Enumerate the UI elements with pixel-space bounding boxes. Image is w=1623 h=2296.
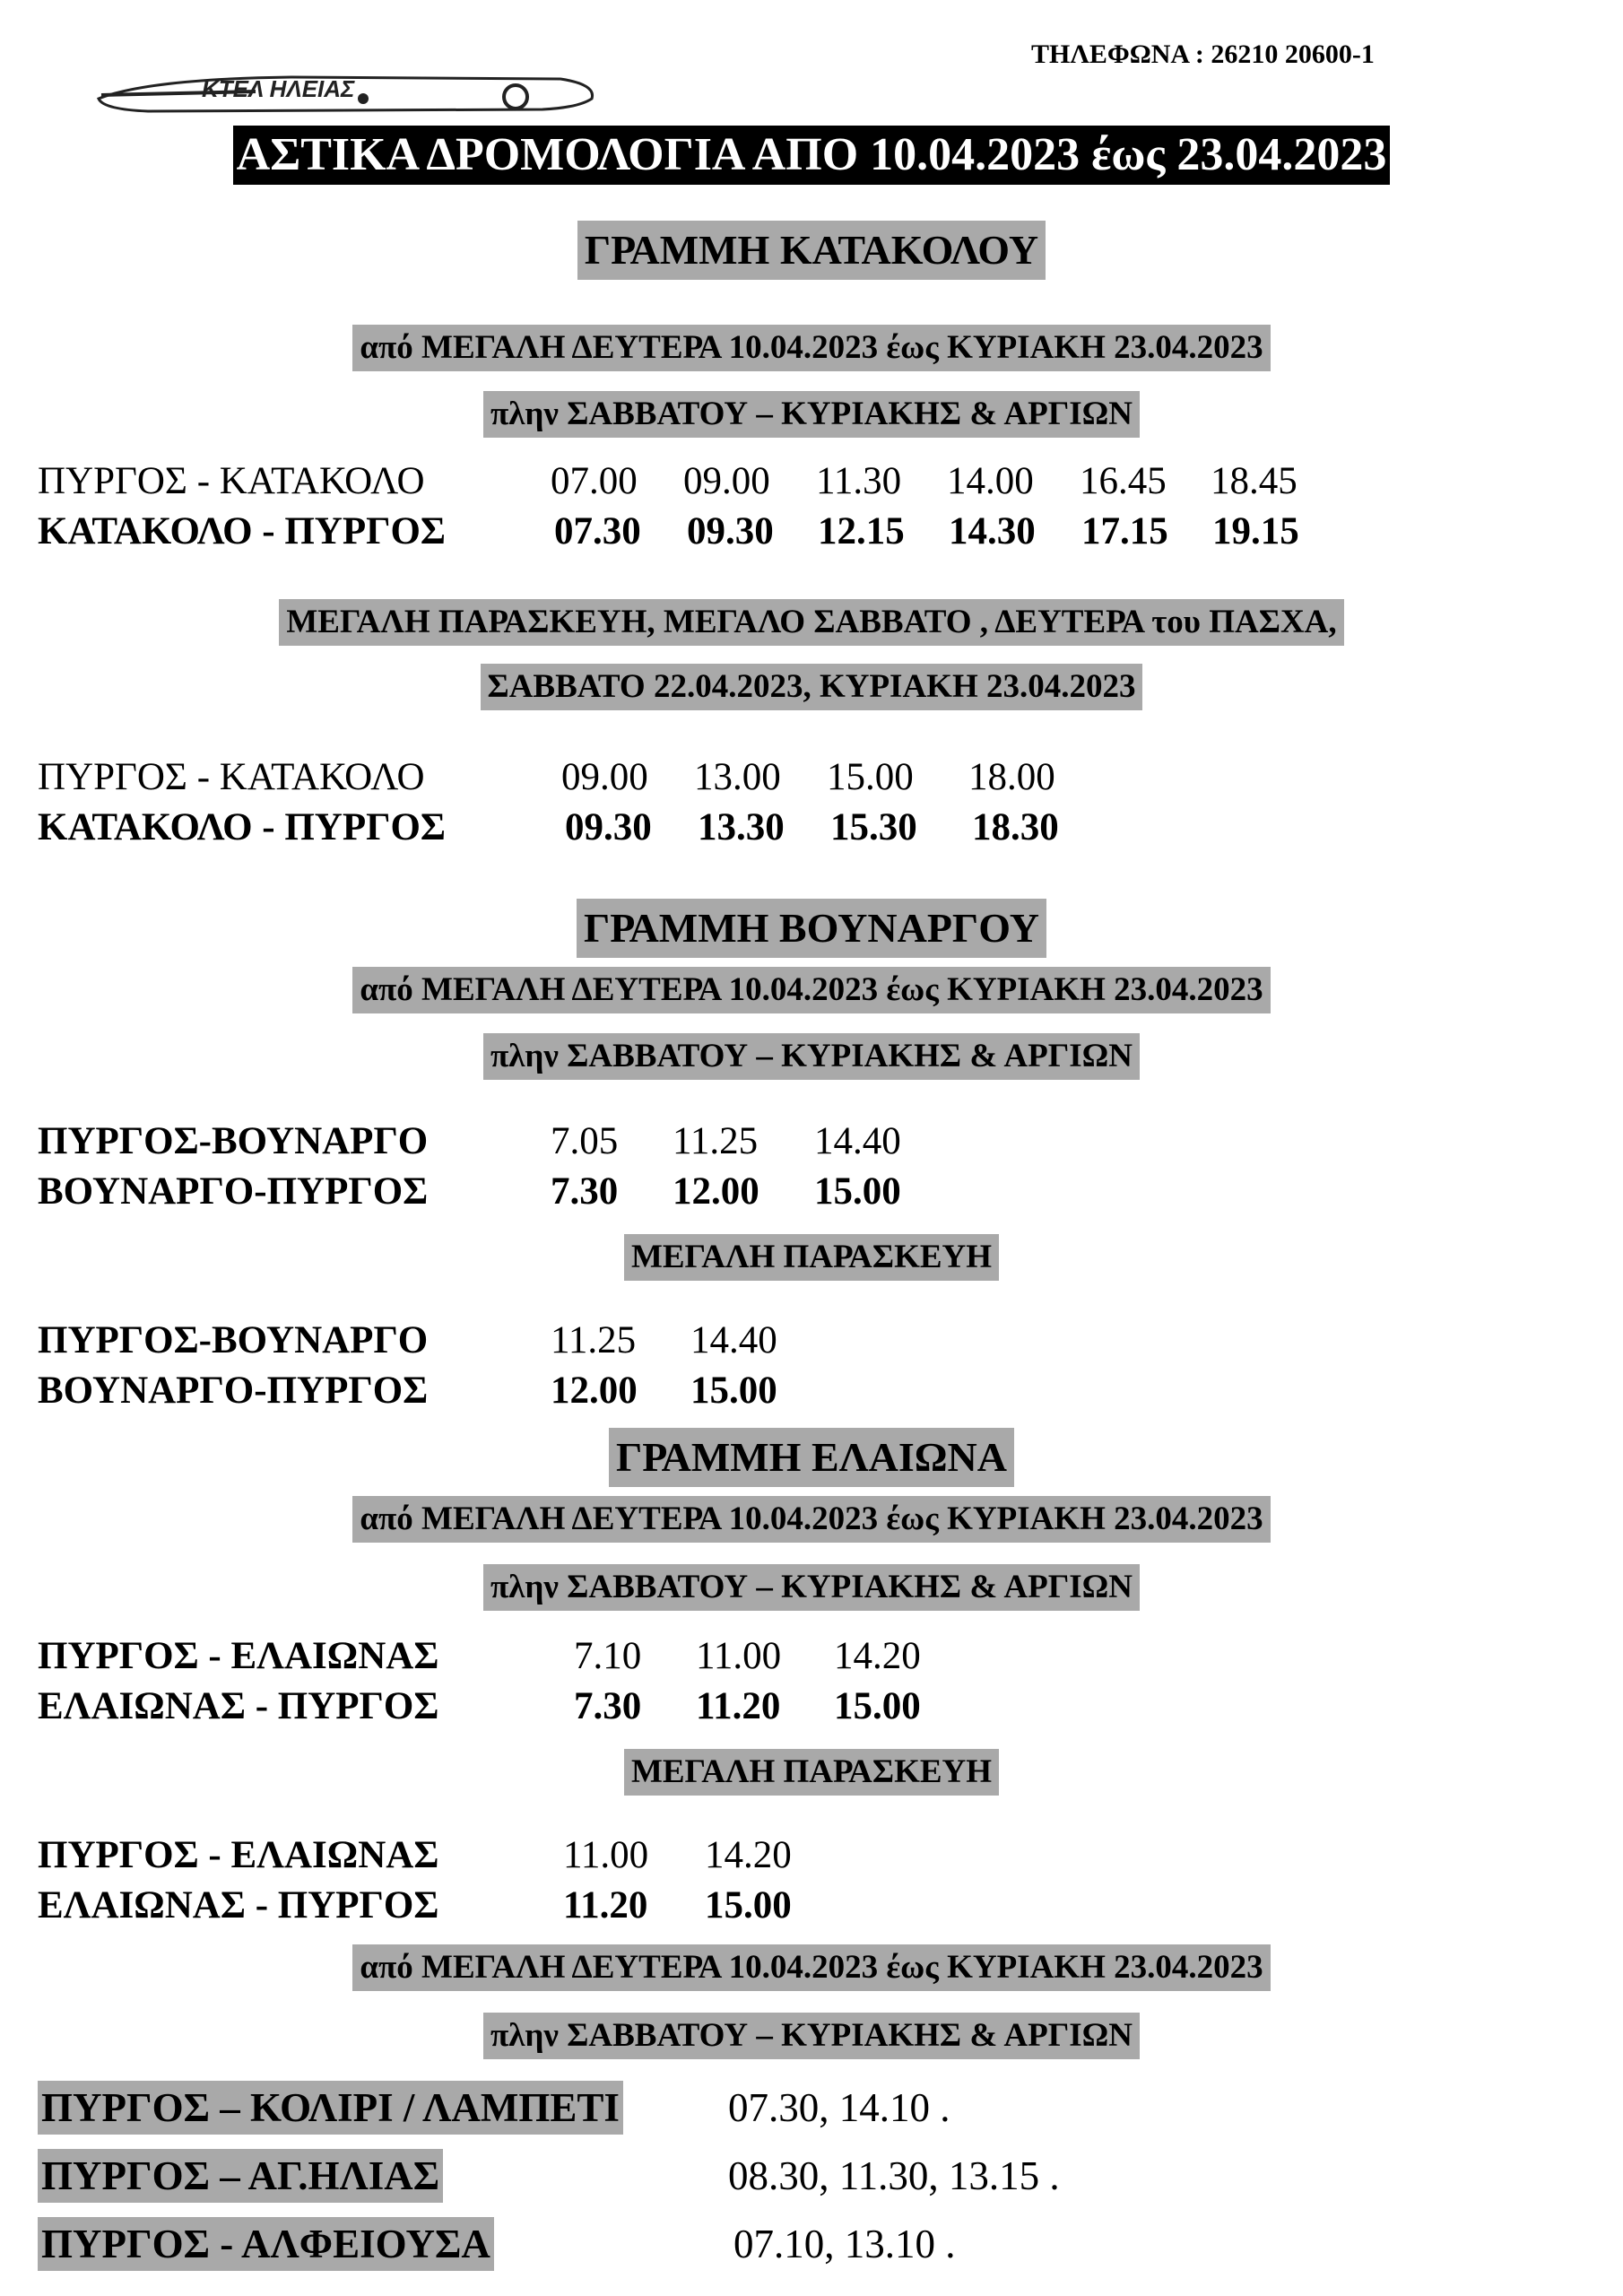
departure-time: 17.15 — [1081, 510, 1168, 552]
departure-time: 14.30 — [949, 510, 1036, 552]
katakolo-period: από ΜΕΓΑΛΗ ΔΕΥΤΕΡΑ 10.04.2023 έως ΚΥΡΙΑΚΗ 23.04.2023 — [0, 325, 1623, 371]
departure-time: 15.30 — [830, 806, 917, 848]
katakolo-heading: ΓΡΑΜΜΗ ΚΑΤΑΚΟΛΟΥ — [0, 221, 1623, 280]
departure-time: 13.00 — [694, 756, 781, 798]
phone-number: ΤΗΛΕΦΩΝΑ : 26210 20600-1 — [1031, 39, 1375, 69]
departure-time: 09.30 — [687, 510, 774, 552]
departure-time: 15.00 — [705, 1884, 792, 1926]
route-label: ΕΛΑΙΩΝΑΣ - ΠΥΡΓΟΣ — [38, 1685, 439, 1727]
logo-text: ΚΤΕΛ ΗΛΕΙΑΣ — [202, 75, 355, 102]
route-label: ΠΥΡΓΟΣ - ΕΛΑΙΩΝΑΣ — [38, 1635, 439, 1677]
departure-time: 15.00 — [827, 756, 914, 798]
departure-time: 12.15 — [818, 510, 905, 552]
departure-time: 18.00 — [968, 756, 1055, 798]
route-label: ΠΥΡΓΟΣ - ΕΛΑΙΩΝΑΣ — [38, 1834, 439, 1876]
route-label: ΕΛΑΙΩΝΑΣ - ΠΥΡΓΟΣ — [38, 1884, 439, 1926]
route-label: ΒΟΥΝΑΡΓΟ-ΠΥΡΓΟΣ — [38, 1170, 429, 1213]
departure-times: 07.30, 14.10 . — [728, 2085, 950, 2130]
departure-times: 07.10, 13.10 . — [733, 2222, 956, 2266]
departure-time: 14.40 — [814, 1120, 901, 1162]
villages-period: από ΜΕΓΑΛΗ ΔΕΥΤΕΡΑ 10.04.2023 έως ΚΥΡΙΑΚΗ 23.04.2023 — [0, 1944, 1623, 1991]
departure-time: 19.15 — [1212, 510, 1299, 552]
departure-time: 7.30 — [574, 1685, 642, 1727]
route-label: ΚΑΤΑΚΟΛΟ - ΠΥΡΓΟΣ — [38, 806, 447, 848]
departure-time: 11.30 — [816, 460, 902, 502]
departure-time: 09.00 — [683, 460, 770, 502]
route-label: ΠΥΡΓΟΣ-ΒΟΥΝΑΡΓΟ — [38, 1120, 429, 1162]
departure-time: 15.00 — [834, 1685, 921, 1727]
katakolo-except: πλην ΣΑΒΒΑΤΟΥ – ΚΥΡΙΑΚΗΣ & ΑΡΓΙΩΝ — [0, 391, 1623, 438]
departure-time: 18.30 — [972, 806, 1059, 848]
departure-time: 11.20 — [563, 1884, 648, 1926]
vounargo-except: πλην ΣΑΒΒΑΤΟΥ – ΚΥΡΙΑΚΗΣ & ΑΡΓΙΩΝ — [0, 1033, 1623, 1080]
departure-time: 14.40 — [690, 1319, 777, 1361]
route-label: ΒΟΥΝΑΡΓΟ-ΠΥΡΓΟΣ — [38, 1370, 429, 1412]
ktel-logo-graphic — [94, 72, 596, 118]
departure-time: 12.00 — [673, 1170, 759, 1213]
elaiona-heading: ΓΡΑΜΜΗ ΕΛΑΙΩΝΑ — [0, 1428, 1623, 1487]
departure-time: 09.30 — [565, 806, 652, 848]
elaiona-good-friday: ΜΕΓΑΛΗ ΠΑΡΑΣΚΕΥΗ — [0, 1749, 1623, 1796]
departure-times: 08.30, 11.30, 13.15 . — [728, 2153, 1060, 2198]
departure-time: 7.05 — [551, 1120, 619, 1162]
departure-time: 18.45 — [1211, 460, 1298, 502]
departure-time: 7.30 — [551, 1170, 619, 1213]
departure-time: 07.30 — [554, 510, 641, 552]
departure-time: 07.00 — [551, 460, 638, 502]
katakolo-holiday-dates: ΣΑΒΒΑΤΟ 22.04.2023, ΚΥΡΙΑΚΗ 23.04.2023 — [0, 664, 1623, 710]
route-label: ΠΥΡΓΟΣ – ΑΓ.ΗΛΙΑΣ — [38, 2149, 443, 2203]
ktel-logo — [94, 72, 596, 118]
villages-except: πλην ΣΑΒΒΑΤΟΥ – ΚΥΡΙΑΚΗΣ & ΑΡΓΙΩΝ — [0, 2013, 1623, 2059]
vounargo-period: από ΜΕΓΑΛΗ ΔΕΥΤΕΡΑ 10.04.2023 έως ΚΥΡΙΑΚΗ 23.04.2023 — [0, 967, 1623, 1013]
route-label: ΠΥΡΓΟΣ – ΚΟΛΙΡΙ / ΛΑΜΠΕΤΙ — [38, 2081, 623, 2135]
departure-time: 15.00 — [814, 1170, 901, 1213]
katakolo-holiday-days: ΜΕΓΑΛΗ ΠΑΡΑΣΚΕΥΗ, ΜΕΓΑΛΟ ΣΑΒΒΑΤΟ , ΔΕΥΤΕΡΑ του ΠΑΣΧΑ, — [0, 599, 1623, 646]
departure-time: 11.00 — [563, 1834, 649, 1876]
departure-time: 11.25 — [551, 1319, 637, 1361]
route-label: ΠΥΡΓΟΣ - ΚΑΤΑΚΟΛΟ — [38, 460, 425, 502]
elaiona-period: από ΜΕΓΑΛΗ ΔΕΥΤΕΡΑ 10.04.2023 έως ΚΥΡΙΑΚΗ 23.04.2023 — [0, 1496, 1623, 1543]
elaiona-except: πλην ΣΑΒΒΑΤΟΥ – ΚΥΡΙΑΚΗΣ & ΑΡΓΙΩΝ — [0, 1564, 1623, 1611]
departure-time: 14.20 — [834, 1635, 921, 1677]
departure-time: 12.00 — [551, 1370, 638, 1412]
departure-time: 09.00 — [561, 756, 648, 798]
departure-time: 14.00 — [947, 460, 1034, 502]
departure-time: 13.30 — [698, 806, 785, 848]
departure-time: 7.10 — [574, 1635, 642, 1677]
vounargo-heading: ΓΡΑΜΜΗ ΒΟΥΝΑΡΓΟΥ — [0, 899, 1623, 958]
departure-time: 15.00 — [690, 1370, 777, 1412]
vounargo-good-friday: ΜΕΓΑΛΗ ΠΑΡΑΣΚΕΥΗ — [0, 1234, 1623, 1281]
route-label: ΠΥΡΓΟΣ - ΑΛΦΕΙΟΥΣΑ — [38, 2217, 494, 2271]
departure-time: 11.20 — [696, 1685, 781, 1727]
route-label: ΚΑΤΑΚΟΛΟ - ΠΥΡΓΟΣ — [38, 510, 447, 552]
route-label: ΠΥΡΓΟΣ - ΚΑΤΑΚΟΛΟ — [38, 756, 425, 798]
departure-time: 14.20 — [705, 1834, 792, 1876]
schedule-title — [0, 126, 1623, 185]
departure-time: 16.45 — [1080, 460, 1167, 502]
route-label: ΠΥΡΓΟΣ-ΒΟΥΝΑΡΓΟ — [38, 1319, 429, 1361]
departure-time: 11.25 — [673, 1120, 759, 1162]
departure-time: 11.00 — [696, 1635, 782, 1677]
schedule-title-text: ΑΣΤΙΚΑ ΔΡΟΜΟΛΟΓΙΑ ΑΠΟ 10.04.2023 έως 23.04.2023 — [233, 126, 1391, 185]
